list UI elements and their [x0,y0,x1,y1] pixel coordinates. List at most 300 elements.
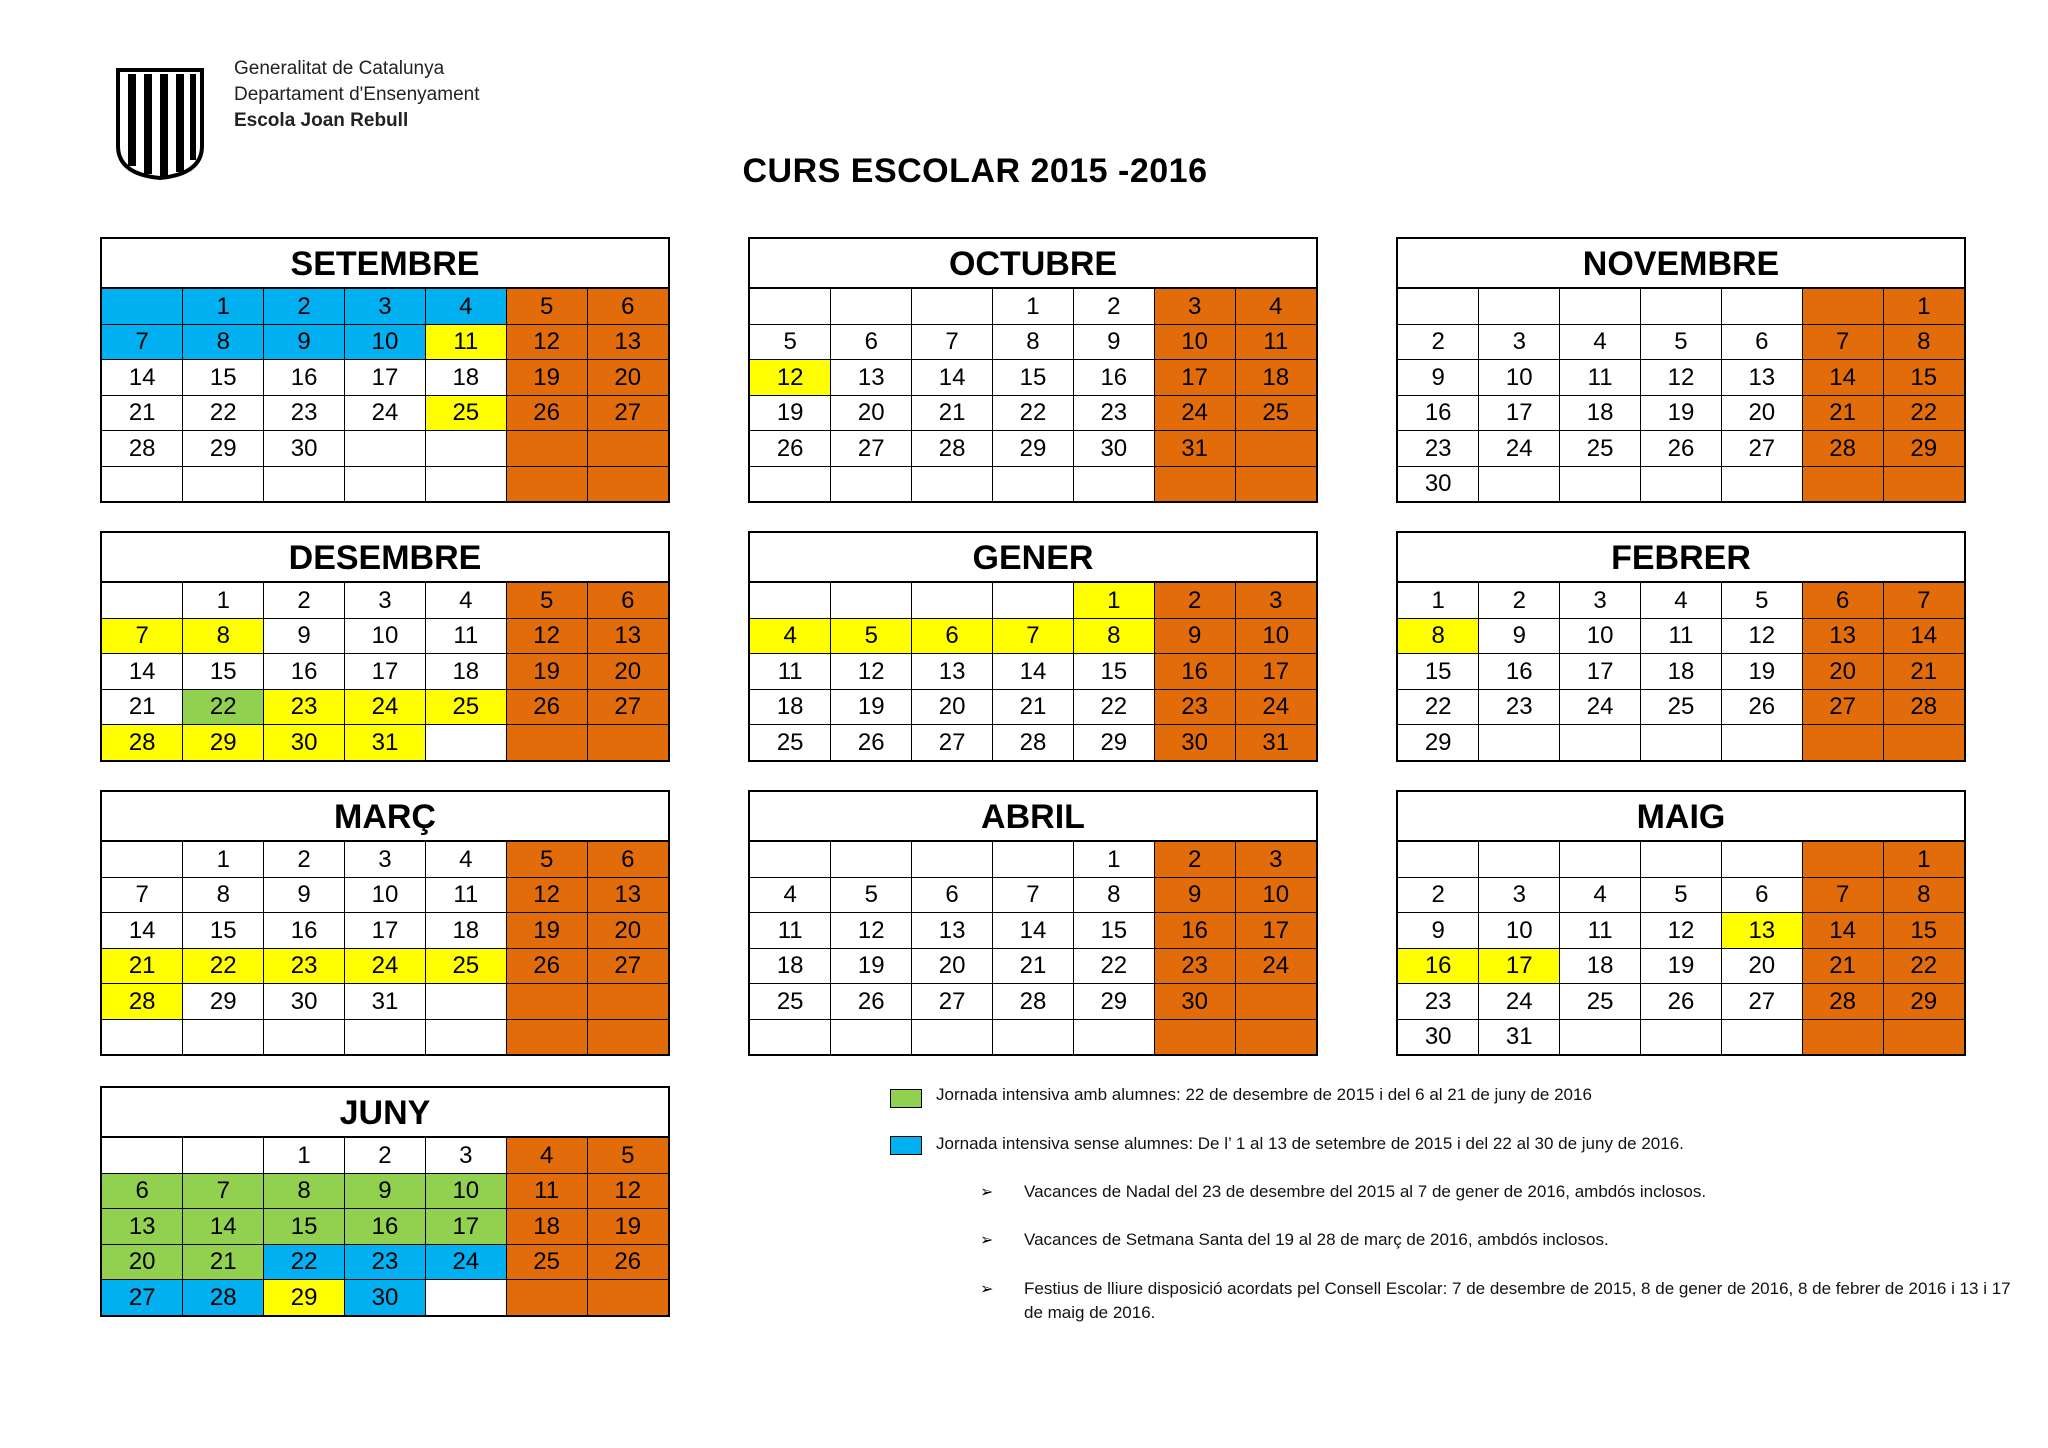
month-octubre [748,237,1318,503]
day-cell [264,466,345,501]
day-cell: 8 [1883,324,1964,360]
day-cell: 29 [183,431,264,467]
day-cell: 17 [1479,395,1560,431]
day-cell: 7 [993,618,1074,654]
day-cell: 27 [1721,431,1802,467]
day-cell [1641,842,1722,877]
day-cell: 2 [345,1138,426,1173]
day-cell: 28 [993,984,1074,1020]
week-row [1398,654,1964,690]
day-cell: 30 [345,1280,426,1315]
day-cell: 3 [345,842,426,877]
day-cell: 16 [1154,913,1235,949]
school-name: Escola Joan Rebull [234,110,409,131]
day-cell: 24 [345,395,426,431]
day-cell: 9 [1154,877,1235,913]
day-cell: 23 [1398,431,1479,467]
week-row [102,583,668,618]
day-cell: 19 [506,913,587,949]
week-row [750,725,1316,760]
arrow-bullet-icon: ➢ [980,1232,994,1249]
day-cell: 20 [587,913,668,949]
week-row [102,1019,668,1054]
day-cell [993,1019,1074,1054]
day-cell: 13 [587,877,668,913]
day-cell: 8 [1883,877,1964,913]
week-row [1398,725,1964,760]
day-cell [750,1019,831,1054]
month-title: MAIG [1398,792,1964,842]
day-cell: 26 [506,948,587,984]
day-cell: 22 [264,1244,345,1280]
day-cell: 3 [1235,583,1316,618]
day-cell: 5 [1721,583,1802,618]
month-juny [100,1086,670,1317]
day-cell: 4 [1560,877,1641,913]
day-cell: 6 [1802,583,1883,618]
week-row [750,618,1316,654]
day-cell: 26 [1641,984,1722,1020]
day-cell: 2 [1073,289,1154,324]
day-cell: 26 [506,689,587,725]
day-cell: 13 [1721,913,1802,949]
day-cell [506,431,587,467]
day-cell: 7 [183,1173,264,1209]
day-cell: 13 [1721,360,1802,396]
month-desembre [100,531,670,762]
day-cell: 9 [264,324,345,360]
calendar-grid [102,289,668,501]
week-row [750,324,1316,360]
day-cell: 20 [587,654,668,690]
day-cell: 27 [102,1280,183,1315]
day-cell: 16 [1479,654,1560,690]
day-cell: 11 [750,654,831,690]
day-cell: 30 [1073,431,1154,467]
day-cell: 21 [1883,654,1964,690]
day-cell: 2 [1154,842,1235,877]
day-cell: 19 [1721,654,1802,690]
day-cell: 22 [183,395,264,431]
day-cell [102,842,183,877]
day-cell: 18 [425,913,506,949]
day-cell: 22 [183,689,264,725]
week-row [102,618,668,654]
day-cell: 25 [1641,689,1722,725]
day-cell [102,1019,183,1054]
day-cell: 31 [1479,1019,1560,1054]
week-row [750,466,1316,501]
day-cell [1235,984,1316,1020]
month-setembre [100,237,670,503]
day-cell: 28 [1802,431,1883,467]
day-cell: 27 [1802,689,1883,725]
day-cell: 8 [183,877,264,913]
day-cell: 16 [264,913,345,949]
month-title: FEBRER [1398,533,1964,583]
week-row [750,842,1316,877]
day-cell: 26 [1641,431,1722,467]
day-cell: 17 [1235,654,1316,690]
day-cell: 21 [912,395,993,431]
day-cell: 30 [1154,725,1235,760]
day-cell: 5 [1641,877,1722,913]
green-swatch [890,1089,922,1108]
day-cell: 25 [1560,984,1641,1020]
day-cell: 31 [345,984,426,1020]
week-row [750,289,1316,324]
week-row [102,725,668,760]
day-cell [1883,466,1964,501]
day-cell: 6 [102,1173,183,1209]
day-cell: 15 [183,360,264,396]
day-cell: 5 [831,877,912,913]
week-row [1398,583,1964,618]
month-title: OCTUBRE [750,239,1316,289]
blue-swatch [890,1136,922,1155]
day-cell: 8 [183,618,264,654]
day-cell [183,1019,264,1054]
day-cell: 17 [1560,654,1641,690]
week-row [102,913,668,949]
day-cell [1479,289,1560,324]
calendar-grid [750,842,1316,1054]
calendar-grid [102,1138,668,1315]
day-cell: 17 [1479,948,1560,984]
day-cell: 18 [425,654,506,690]
legend-green-text: Jornada intensiva amb alumnes: 22 de desembre de 2015 i del 6 al 21 de juny de 2016 [936,1085,1592,1104]
day-cell: 26 [587,1244,668,1280]
day-cell [1721,1019,1802,1054]
day-cell: 20 [912,689,993,725]
week-row [750,689,1316,725]
day-cell: 5 [506,289,587,324]
day-cell [587,984,668,1020]
day-cell: 1 [993,289,1074,324]
day-cell [1560,289,1641,324]
day-cell: 11 [506,1173,587,1209]
week-row [1398,618,1964,654]
day-cell: 10 [345,324,426,360]
day-cell: 20 [1802,654,1883,690]
day-cell: 4 [425,583,506,618]
day-cell: 3 [1479,877,1560,913]
day-cell: 19 [831,689,912,725]
day-cell: 14 [102,913,183,949]
day-cell [1479,842,1560,877]
day-cell [993,842,1074,877]
day-cell: 13 [831,360,912,396]
week-row [102,948,668,984]
day-cell: 10 [1479,360,1560,396]
day-cell: 21 [183,1244,264,1280]
day-cell: 6 [1721,324,1802,360]
day-cell: 23 [345,1244,426,1280]
day-cell [912,842,993,877]
day-cell: 27 [912,725,993,760]
day-cell [1398,289,1479,324]
day-cell: 8 [1398,618,1479,654]
day-cell: 10 [345,618,426,654]
day-cell [102,466,183,501]
note-festius: Festius de lliure disposició acordats pel Consell Escolar: 7 de desembre de 2015, 8 de gener de 2016, 8 de febrer de 2016 i 13 i 17 de maig de 2016. [1024,1279,2011,1322]
day-cell: 12 [587,1173,668,1209]
day-cell [1802,466,1883,501]
day-cell: 27 [587,689,668,725]
day-cell: 21 [102,395,183,431]
day-cell: 3 [1560,583,1641,618]
day-cell: 4 [425,289,506,324]
day-cell: 7 [1883,583,1964,618]
day-cell: 29 [183,984,264,1020]
day-cell: 15 [993,360,1074,396]
week-row [1398,431,1964,467]
day-cell: 30 [264,984,345,1020]
day-cell: 12 [506,324,587,360]
day-cell [587,1280,668,1315]
month-title: JUNY [102,1088,668,1138]
day-cell: 24 [425,1244,506,1280]
day-cell: 10 [1235,618,1316,654]
day-cell: 9 [264,618,345,654]
day-cell: 4 [1560,324,1641,360]
day-cell [102,583,183,618]
day-cell: 19 [587,1209,668,1245]
day-cell: 11 [1235,324,1316,360]
week-row [1398,289,1964,324]
day-cell: 10 [1154,324,1235,360]
day-cell: 13 [912,913,993,949]
week-row [102,877,668,913]
week-row [750,654,1316,690]
day-cell [1721,842,1802,877]
day-cell: 19 [750,395,831,431]
day-cell: 24 [1479,984,1560,1020]
day-cell [1802,289,1883,324]
day-cell: 15 [1073,654,1154,690]
day-cell: 3 [425,1138,506,1173]
day-cell [1883,725,1964,760]
day-cell [1235,1019,1316,1054]
day-cell: 5 [506,583,587,618]
day-cell: 5 [1641,324,1722,360]
day-cell: 9 [1398,913,1479,949]
day-cell: 21 [102,948,183,984]
day-cell: 9 [345,1173,426,1209]
day-cell [1802,1019,1883,1054]
day-cell: 28 [183,1280,264,1315]
day-cell: 31 [1154,431,1235,467]
week-row [1398,324,1964,360]
day-cell: 19 [506,654,587,690]
day-cell: 15 [1883,913,1964,949]
day-cell [1883,1019,1964,1054]
day-cell: 1 [1883,289,1964,324]
day-cell: 16 [1073,360,1154,396]
day-cell: 15 [183,913,264,949]
day-cell: 15 [1073,913,1154,949]
day-cell: 29 [264,1280,345,1315]
day-cell [425,1019,506,1054]
day-cell: 20 [587,360,668,396]
arrow-bullet-icon: ➢ [980,1184,994,1201]
day-cell [587,431,668,467]
day-cell: 16 [264,654,345,690]
day-cell: 23 [264,948,345,984]
day-cell: 10 [425,1173,506,1209]
day-cell: 6 [912,877,993,913]
day-cell: 1 [183,842,264,877]
day-cell: 8 [183,324,264,360]
week-row [750,984,1316,1020]
legend-blue-text: Jornada intensiva sense alumnes: De l’ 1 al 13 de setembre de 2015 i del 22 al 30 de juny de 2016. [936,1134,1684,1153]
org-line2: Departament d'Ensenyament [234,84,480,105]
day-cell: 5 [831,618,912,654]
day-cell: 21 [1802,948,1883,984]
day-cell [750,466,831,501]
week-row [102,289,668,324]
day-cell [1721,466,1802,501]
week-row [102,654,668,690]
day-cell: 10 [1479,913,1560,949]
week-row [1398,689,1964,725]
day-cell: 6 [587,583,668,618]
day-cell: 20 [831,395,912,431]
week-row [102,1280,668,1315]
day-cell: 6 [912,618,993,654]
day-cell: 28 [993,725,1074,760]
day-cell: 16 [1398,395,1479,431]
day-cell [1560,842,1641,877]
day-cell: 26 [831,725,912,760]
month-abril [748,790,1318,1056]
day-cell: 29 [1073,984,1154,1020]
day-cell: 24 [345,689,426,725]
day-cell: 31 [1235,725,1316,760]
day-cell [587,466,668,501]
day-cell [912,466,993,501]
day-cell: 14 [1802,360,1883,396]
day-cell: 25 [1560,431,1641,467]
day-cell [912,1019,993,1054]
day-cell [345,1019,426,1054]
arrow-bullet-icon: ➢ [980,1281,994,1298]
day-cell [102,289,183,324]
week-row [102,431,668,467]
day-cell [750,842,831,877]
day-cell: 29 [993,431,1074,467]
day-cell: 23 [1398,984,1479,1020]
day-cell: 23 [1154,689,1235,725]
month-novembre [1396,237,1966,503]
week-row [750,395,1316,431]
day-cell: 4 [750,618,831,654]
calendar-grid [750,583,1316,760]
day-cell: 18 [1235,360,1316,396]
day-cell: 2 [264,289,345,324]
calendar-grid [1398,289,1964,501]
day-cell [425,1280,506,1315]
day-cell [425,725,506,760]
day-cell: 26 [1721,689,1802,725]
day-cell: 20 [102,1244,183,1280]
day-cell [831,1019,912,1054]
day-cell: 22 [1073,689,1154,725]
day-cell: 7 [1802,324,1883,360]
day-cell: 25 [425,395,506,431]
day-cell: 13 [587,324,668,360]
day-cell: 4 [425,842,506,877]
day-cell: 1 [1073,583,1154,618]
day-cell: 25 [1235,395,1316,431]
day-cell: 17 [1154,360,1235,396]
day-cell: 7 [993,877,1074,913]
day-cell: 9 [264,877,345,913]
day-cell: 28 [1883,689,1964,725]
week-row [1398,360,1964,396]
day-cell: 29 [1883,431,1964,467]
day-cell: 12 [1641,360,1722,396]
day-cell: 7 [102,618,183,654]
day-cell [345,431,426,467]
day-cell: 17 [1235,913,1316,949]
day-cell: 11 [425,324,506,360]
week-row [102,984,668,1020]
day-cell [425,466,506,501]
day-cell: 18 [1560,948,1641,984]
week-row [1398,984,1964,1020]
week-row [102,1138,668,1173]
month-title: NOVEMBRE [1398,239,1964,289]
day-cell: 30 [1154,984,1235,1020]
day-cell: 7 [102,877,183,913]
day-cell: 12 [506,877,587,913]
day-cell: 20 [1721,395,1802,431]
week-row [102,324,668,360]
week-row [750,583,1316,618]
week-row [102,466,668,501]
month-title: DESEMBRE [102,533,668,583]
week-row [102,842,668,877]
day-cell: 19 [1641,948,1722,984]
day-cell [1721,289,1802,324]
day-cell: 16 [1154,654,1235,690]
org-line1: Generalitat de Catalunya [234,58,445,79]
day-cell: 27 [831,431,912,467]
day-cell: 23 [1073,395,1154,431]
month-title: SETEMBRE [102,239,668,289]
week-row [1398,842,1964,877]
day-cell: 16 [1398,948,1479,984]
day-cell [1641,1019,1722,1054]
day-cell: 25 [425,689,506,725]
day-cell: 2 [1398,324,1479,360]
day-cell: 4 [1235,289,1316,324]
day-cell [1641,725,1722,760]
calendar-grid [1398,583,1964,760]
day-cell [831,289,912,324]
day-cell: 16 [345,1209,426,1245]
day-cell: 9 [1398,360,1479,396]
month-gener [748,531,1318,762]
day-cell: 24 [1560,689,1641,725]
day-cell: 2 [1398,877,1479,913]
week-row [102,1209,668,1245]
day-cell: 14 [183,1209,264,1245]
day-cell [587,725,668,760]
day-cell [506,1280,587,1315]
day-cell: 31 [345,725,426,760]
